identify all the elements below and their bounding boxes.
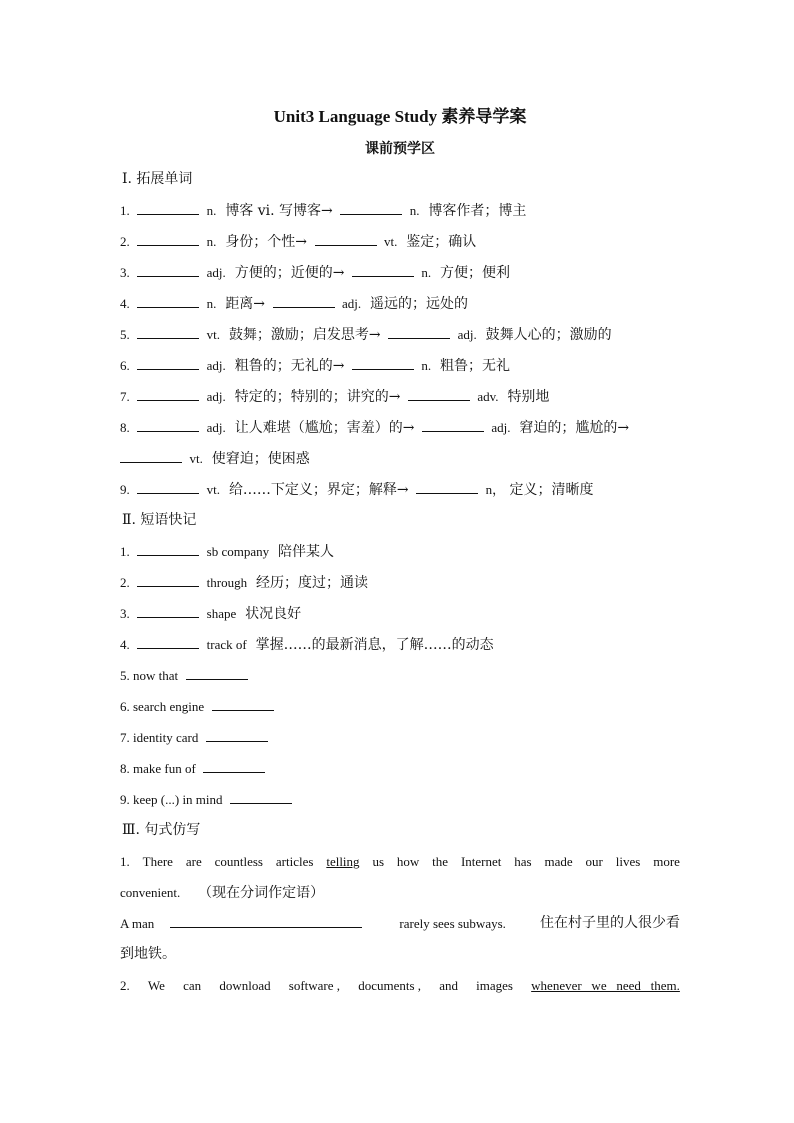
answer-blank[interactable] — [120, 450, 182, 463]
sentence-word: can — [183, 978, 202, 993]
answer-blank[interactable] — [137, 636, 199, 649]
sentence-word: Internet — [460, 854, 502, 869]
word-item-6 — [120, 350, 680, 381]
word-item-7 — [120, 381, 680, 412]
answer-blank[interactable] — [340, 202, 402, 215]
sentence-word: telling — [326, 854, 360, 869]
phrase-text: 7. identity card — [120, 730, 199, 745]
item-number: 1. — [120, 544, 130, 559]
word-item-5 — [120, 319, 680, 350]
part-of-speech: vt. — [206, 327, 221, 342]
word-meaning: 鼓舞人心的；激励的 — [485, 327, 612, 343]
answer-blank[interactable] — [203, 760, 265, 773]
section-2-heading: Ⅱ. 短语快记 — [122, 512, 197, 528]
part-of-speech: adj. — [206, 265, 226, 280]
answer-blank[interactable] — [137, 264, 199, 277]
page-subtitle: 课前预学区 — [365, 141, 435, 157]
answer-blank[interactable] — [315, 233, 377, 246]
phrase-text: 6. search engine — [120, 699, 205, 714]
answer-blank[interactable] — [137, 295, 199, 308]
part-of-speech: adj. — [491, 420, 511, 435]
phrase-text: track of — [206, 637, 247, 652]
word-item-3 — [120, 257, 680, 288]
phrase-text: shape — [206, 606, 237, 621]
word-item-9: 9. vt. 给……下定义；界定；解释→ n， 定义；清晰度 — [120, 482, 594, 498]
answer-blank[interactable] — [137, 481, 199, 494]
answer-blank[interactable] — [422, 419, 484, 432]
word-item-1 — [120, 195, 680, 226]
phrase-item-5 — [120, 660, 680, 691]
sentence-word: We — [147, 978, 165, 993]
word-meaning: 让人难堪（尴尬；害羞）的→ — [234, 420, 415, 436]
answer-blank[interactable] — [137, 388, 199, 401]
answer-blank[interactable] — [137, 202, 199, 215]
word-list — [120, 195, 680, 443]
page-title: Unit3 Language Study 素养导学案 — [273, 107, 527, 126]
sentence-word: software , — [288, 978, 341, 993]
answer-blank[interactable] — [206, 729, 268, 742]
word-meaning: 距离→ — [225, 296, 266, 312]
item-number: 1. — [120, 203, 130, 218]
part-of-speech: vt. — [383, 234, 398, 249]
sentence-word: our — [585, 854, 603, 869]
phrase-text: 9. keep (...) in mind — [120, 792, 223, 807]
part-of-speech: n. — [206, 296, 217, 311]
section-1-heading: Ⅰ. 拓展单词 — [122, 171, 193, 187]
phrase-text: sb company — [206, 544, 270, 559]
item-number: 2. — [120, 234, 130, 249]
answer-blank[interactable] — [416, 481, 478, 494]
part-of-speech: adj. — [341, 296, 362, 311]
word-meaning: 鼓舞；激励；启发思考→ — [228, 327, 381, 343]
part-of-speech: n. — [421, 265, 432, 280]
section-3-heading: Ⅲ. 句式仿写 — [122, 822, 201, 838]
answer-blank[interactable] — [137, 605, 199, 618]
phrase-list-b — [120, 660, 680, 815]
answer-blank[interactable] — [137, 419, 199, 432]
word-meaning: 窘迫的；尴尬的→ — [519, 420, 630, 436]
sentence-1-line2: convenient. （现在分词作定语） — [120, 885, 325, 901]
sentence-word: documents , — [358, 978, 422, 993]
sentence-word: the — [432, 854, 449, 869]
sentence-1-answer-cont: 到地铁。 — [120, 946, 176, 962]
phrase-item-3 — [120, 598, 680, 629]
answer-blank[interactable] — [230, 791, 292, 804]
word-meaning: 粗鲁的；无礼的→ — [234, 358, 345, 374]
word-item-8 — [120, 412, 680, 443]
sentence-word: and — [439, 978, 458, 993]
word-meaning: 遥远的；远处的 — [370, 296, 468, 312]
sentence-word: lives — [615, 854, 641, 869]
answer-blank[interactable] — [388, 326, 450, 339]
word-meaning: 粗鲁；无礼 — [440, 358, 510, 374]
sentence-word: has — [514, 854, 532, 869]
phrase-list-a — [120, 536, 680, 660]
answer-blank[interactable] — [137, 326, 199, 339]
worksheet-page — [120, 100, 680, 1001]
word-meaning: 特别地 — [507, 389, 550, 405]
sentence-2 — [120, 970, 680, 1001]
item-number: 6. — [120, 358, 130, 373]
phrase-item-8 — [120, 753, 680, 784]
item-number: 4. — [120, 637, 130, 652]
word-meaning: 博客 vi. 写博客→ — [225, 203, 333, 219]
item-number: 2. — [120, 575, 130, 590]
phrase-item-9 — [120, 784, 680, 815]
answer-blank[interactable] — [352, 357, 414, 370]
phrase-item-7 — [120, 722, 680, 753]
answer-blank[interactable] — [212, 698, 274, 711]
answer-blank[interactable] — [170, 915, 362, 928]
word-meaning: 鉴定；确认 — [406, 234, 477, 250]
sentence-word: made — [544, 854, 573, 869]
phrase-text: through — [206, 575, 248, 590]
word-item-8-continued: vt. 使窘迫；使困惑 — [120, 443, 680, 474]
answer-blank[interactable] — [137, 543, 199, 556]
word-meaning: 方便的；近便的→ — [234, 265, 345, 281]
phrase-meaning: 经历；度过；通读 — [256, 575, 369, 591]
sentence-word: are — [185, 854, 202, 869]
phrase-text: 5. now that — [120, 668, 179, 683]
part-of-speech: adj. — [206, 420, 226, 435]
sentence-word: how — [396, 854, 420, 869]
item-number: 3. — [120, 606, 130, 621]
part-of-speech: adj. — [457, 327, 477, 342]
item-number: 4. — [120, 296, 130, 311]
sentence-word: us — [372, 854, 384, 869]
phrase-item-2 — [120, 567, 680, 598]
sentence-word: countless — [214, 854, 263, 869]
answer-blank[interactable] — [137, 357, 199, 370]
phrase-meaning: 掌握……的最新消息，了解……的动态 — [255, 637, 494, 653]
phrase-meaning: 状况良好 — [245, 606, 302, 622]
word-item-4 — [120, 288, 680, 319]
word-item-2 — [120, 226, 680, 257]
answer-blank[interactable] — [408, 388, 470, 401]
sentence-word: download — [219, 978, 271, 993]
phrase-item-6 — [120, 691, 680, 722]
word-meaning: 博客作者；博主 — [428, 203, 527, 219]
answer-blank[interactable] — [137, 233, 199, 246]
sentence-word: articles — [275, 854, 314, 869]
part-of-speech: adj. — [206, 389, 226, 404]
item-number: 5. — [120, 327, 130, 342]
sentence-1-answer: A man rarely sees subways. 住在村子里的人很少看 — [120, 915, 680, 931]
word-meaning: 方便；便利 — [440, 265, 510, 281]
part-of-speech: adv. — [477, 389, 499, 404]
part-of-speech: n. — [206, 234, 217, 249]
sentence-word: more — [653, 854, 680, 869]
phrase-text: 8. make fun of — [120, 761, 196, 776]
phrase-item-1 — [120, 536, 680, 567]
part-of-speech: adj. — [206, 358, 226, 373]
word-meaning: 身份；个性→ — [225, 234, 308, 250]
sentence-word: There — [142, 854, 173, 869]
answer-blank[interactable] — [137, 574, 199, 587]
sentence-word: 1. — [120, 854, 130, 869]
part-of-speech: n. — [421, 358, 432, 373]
item-number: 7. — [120, 389, 130, 404]
sentence-word: 2. — [120, 978, 130, 993]
sentence-1 — [120, 846, 680, 877]
part-of-speech: n. — [409, 203, 420, 218]
sentence-word: images — [476, 978, 513, 993]
item-number: 3. — [120, 265, 130, 280]
answer-blank[interactable] — [273, 295, 335, 308]
phrase-item-4 — [120, 629, 680, 660]
part-of-speech: n. — [206, 203, 217, 218]
item-number: 8. — [120, 420, 130, 435]
word-meaning: 特定的；特别的；讲究的→ — [234, 389, 401, 405]
phrase-meaning: 陪伴某人 — [278, 544, 335, 560]
answer-blank[interactable] — [352, 264, 414, 277]
sentence-underlined-clause: whenever we need them. — [531, 978, 680, 993]
answer-blank[interactable] — [186, 667, 248, 680]
